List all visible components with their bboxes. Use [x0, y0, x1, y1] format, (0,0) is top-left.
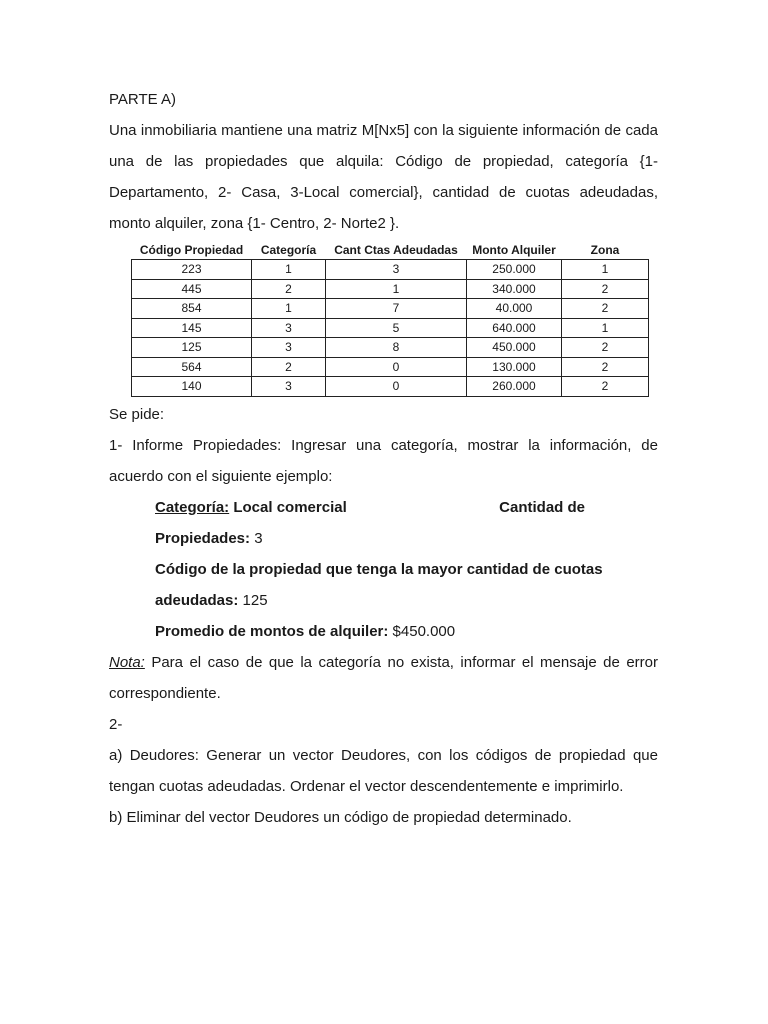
- properties-table: [131, 241, 649, 397]
- se-pide: Se pide:: [109, 405, 165, 423]
- cell-categoria: 3: [252, 338, 326, 358]
- cell-cuotas: 7: [326, 299, 467, 319]
- cantidad-label-b: Propiedades:: [155, 529, 251, 547]
- cell-cuotas: 0: [326, 357, 467, 377]
- intro-paragraph: Una inmobiliaria mantiene una matriz M[Nx5] con la siguiente información de cada una de las propiedades que alquila: Código de propiedad, categoría {1- Departamento, 2- Casa, 3-Local comercial}, cantidad de cuotas adeudadas, monto alquiler, zona {1- Centro, 2- Norte2 }.: [109, 122, 658, 232]
- cell-zona: 2: [562, 338, 649, 358]
- cell-monto: 130.000: [467, 357, 562, 377]
- example-line-cantidad: [155, 523, 658, 554]
- cell-categoria: 3: [252, 377, 326, 397]
- table-row: [132, 338, 649, 358]
- header-codigo: Código Propiedad: [139, 243, 244, 257]
- item-2a-paragraph: a) Deudores: Generar un vector Deudores, con los códigos de propiedad que tengan cuotas adeudadas. Ordenar el vector descendentemente e imprimirlo.: [109, 746, 658, 795]
- table-row: [132, 299, 649, 319]
- codigo-label-b: adeudadas:: [155, 591, 239, 609]
- cell-zona: 2: [562, 357, 649, 377]
- cell-cuotas: 1: [326, 279, 467, 299]
- nota-paragraph: [109, 647, 658, 709]
- example-line-promedio: [155, 616, 658, 647]
- cell-codigo: 445: [132, 279, 252, 299]
- header-categoria: Categoría: [260, 243, 317, 257]
- cell-monto: 40.000: [467, 299, 562, 319]
- cell-categoria: 2: [252, 357, 326, 377]
- cell-zona: 2: [562, 279, 649, 299]
- header-zona: Zona: [590, 243, 620, 257]
- heading: PARTE A): [109, 91, 176, 108]
- table-header-row: [132, 241, 649, 260]
- table-row: [132, 318, 649, 338]
- cell-codigo: 854: [132, 299, 252, 319]
- document-page: [109, 84, 658, 833]
- cell-zona: 2: [562, 377, 649, 397]
- nota-label: Nota:: [109, 653, 145, 671]
- cell-monto: 340.000: [467, 279, 562, 299]
- example-line-categoria: [155, 492, 585, 523]
- cell-cuotas: 8: [326, 338, 467, 358]
- cell-categoria: 1: [252, 260, 326, 280]
- cell-monto: 250.000: [467, 260, 562, 280]
- cell-categoria: 3: [252, 318, 326, 338]
- header-monto: Monto Alquiler: [472, 243, 556, 257]
- cell-codigo: 564: [132, 357, 252, 377]
- cell-cuotas: 0: [326, 377, 467, 397]
- item-2b-paragraph: b) Eliminar del vector Deudores un código de propiedad determinado.: [109, 808, 572, 826]
- codigo-label: Código de la propiedad que tenga la mayor cantidad de cuotas: [155, 560, 603, 578]
- cell-zona: 1: [562, 260, 649, 280]
- table-row: [132, 377, 649, 397]
- header-cuotas: Cant Ctas Adeudadas: [334, 243, 458, 257]
- example-line-codigo: [155, 585, 658, 616]
- cantidad-value: 3: [250, 529, 263, 547]
- cell-zona: 2: [562, 299, 649, 319]
- cell-monto: 640.000: [467, 318, 562, 338]
- cell-codigo: 125: [132, 338, 252, 358]
- categoria-label: Categoría:: [155, 498, 230, 516]
- cell-categoria: 1: [252, 299, 326, 319]
- cell-cuotas: 3: [326, 260, 467, 280]
- table-row: [132, 279, 649, 299]
- cell-monto: 450.000: [467, 338, 562, 358]
- cell-monto: 260.000: [467, 377, 562, 397]
- cell-cuotas: 5: [326, 318, 467, 338]
- cell-categoria: 2: [252, 279, 326, 299]
- item-2-heading: 2-: [109, 715, 123, 733]
- categoria-value: Local comercial: [229, 498, 347, 516]
- item-1-paragraph: 1- Informe Propiedades: Ingresar una categoría, mostrar la información, de acuerdo con el siguiente ejemplo:: [109, 436, 658, 485]
- nota-text: Para el caso de que la categoría no exista, informar el mensaje de error correspondiente.: [109, 653, 658, 702]
- categoria-group: [155, 492, 347, 523]
- promedio-label: Promedio de montos de alquiler:: [155, 622, 389, 640]
- promedio-value: $450.000: [388, 622, 456, 640]
- cell-zona: 1: [562, 318, 649, 338]
- table-row: [132, 357, 649, 377]
- table-row: [132, 260, 649, 280]
- example-block: [155, 492, 658, 647]
- properties-table-wrapper: [131, 241, 658, 397]
- table-body: [132, 260, 649, 397]
- cantidad-label-a: Cantidad de: [499, 498, 585, 516]
- cell-codigo: 223: [132, 260, 252, 280]
- codigo-value: 125: [238, 591, 268, 609]
- cell-codigo: 140: [132, 377, 252, 397]
- cell-codigo: 145: [132, 318, 252, 338]
